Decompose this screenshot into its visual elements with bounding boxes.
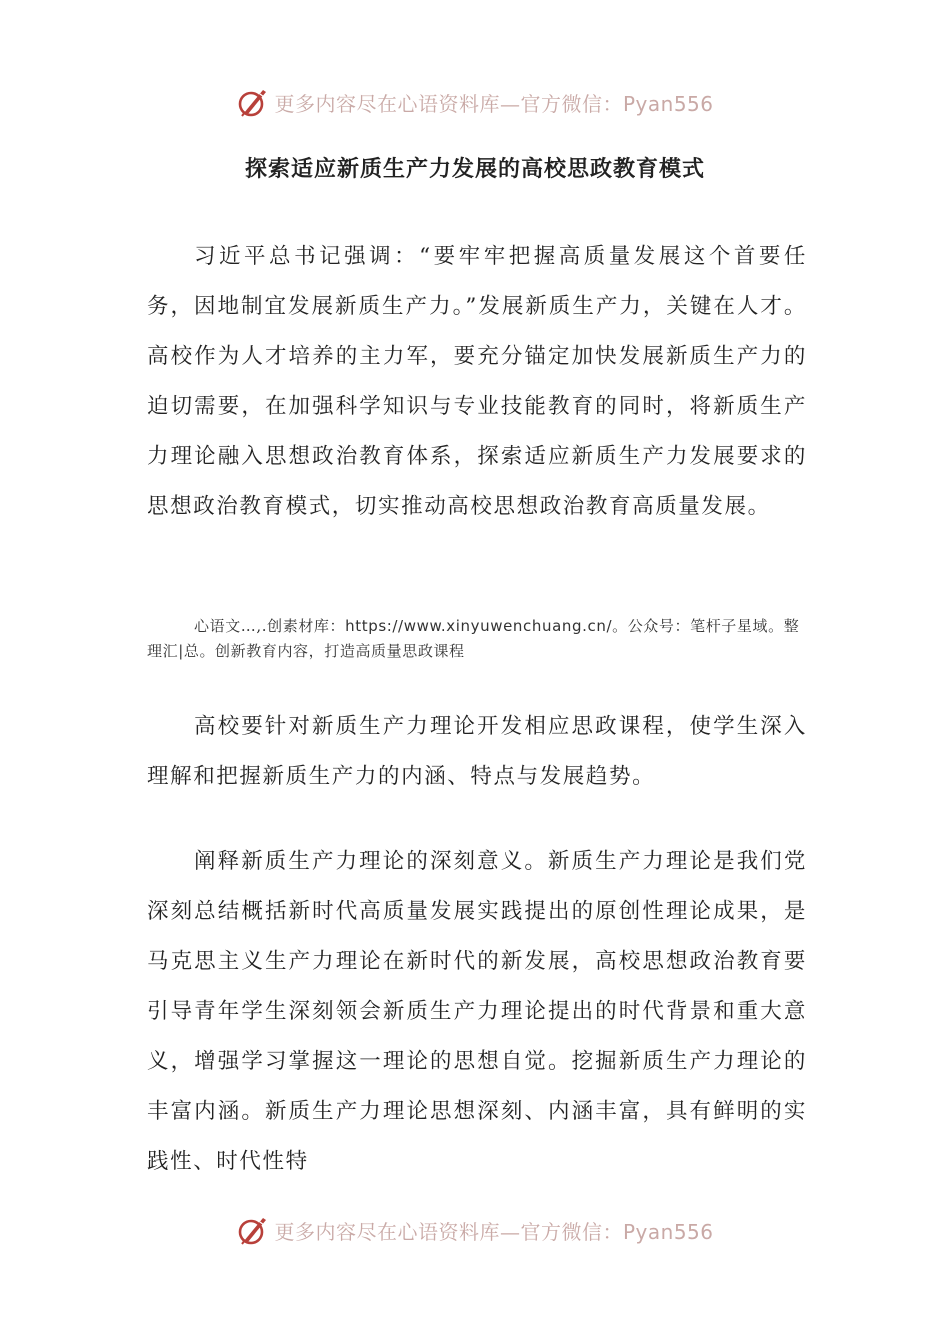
banner-text: 更多内容尽在心语资料库—官方微信：Pyan556 [274, 91, 714, 116]
paragraph-intro: 习近平总书记强调：“要牢牢把握高质量发展这个首要任务，因地制宜发展新质生产力。”发展新质生产力，关键在人才。高校作为人才培养的主力军，要充分锚定加快发展新质生产力的迫切需要，在加强科学知识与专业技能教育的同时，将新质生产力理论融入思想政治教育体系，探索适应新质生产力发展要求的思想政治教育模式，切实推动高校思想政治教育高质量发展。 [147, 244, 807, 519]
source-note: 心语文…,.创素材库：https://www.xinyuwenchuang.cn/。公众号：笔杆子星域。整理汇|总。创新教育内容，打造高质量思政课程 [147, 617, 800, 660]
header-watermark-banner [0, 82, 950, 122]
source-url-link[interactable]: https://www.xinyuwenchuang.cn/ [345, 617, 613, 635]
quill-circle-logo-icon [236, 85, 270, 119]
footer-watermark-banner [0, 1210, 950, 1250]
quill-circle-logo-icon [236, 1213, 270, 1247]
paragraph-courses: 高校要针对新质生产力理论开发相应思政课程，使学生深入理解和把握新质生产力的内涵、特点与发展趋势。 [147, 714, 807, 789]
document-title: 探索适应新质生产力发展的高校思政教育模式 [244, 157, 705, 182]
paragraph-theory: 阐释新质生产力理论的深刻意义。新质生产力理论是我们党深刻总结概括新时代高质量发展实践提出的原创性理论成果，是马克思主义生产力理论在新时代的新发展，高校思想政治教育要引导青年学生深刻领会新质生产力理论提出的时代背景和重大意义，增强学习掌握这一理论的思想自觉。挖掘新质生产力理论的丰富内涵。新质生产力理论思想深刻、内涵丰富，具有鲜明的实践性、时代性特 [147, 849, 807, 1174]
banner-text: 更多内容尽在心语资料库—官方微信：Pyan556 [274, 1219, 714, 1244]
